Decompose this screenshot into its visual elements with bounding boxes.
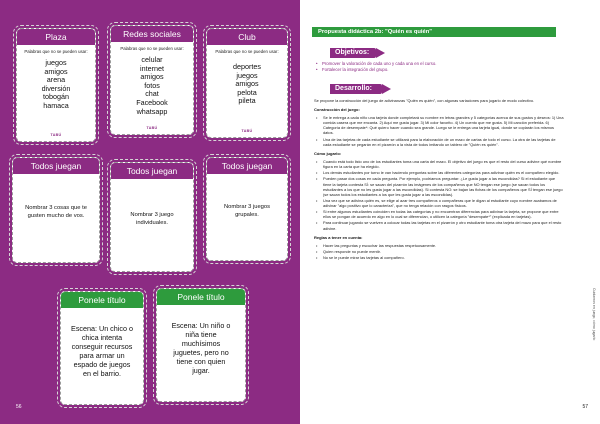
card-footer: TABÚ xyxy=(50,133,62,137)
forbidden-word: whatsapp xyxy=(136,106,168,116)
todos-juegan-card-1 xyxy=(12,157,100,263)
development-heading: Desarrollo: xyxy=(330,84,382,94)
construction-list xyxy=(314,115,564,147)
card-title: Plaza xyxy=(17,29,95,45)
tabu-card-plaza xyxy=(16,28,96,142)
forbidden-word: pileta xyxy=(238,96,256,106)
forbidden-word: diversión xyxy=(41,83,71,93)
page-number: 56 xyxy=(16,404,22,410)
card-title: Todos juegan xyxy=(207,158,287,174)
card-title: Redes sociales xyxy=(111,26,193,42)
forbidden-words-list xyxy=(17,59,95,111)
forbidden-words-list xyxy=(111,56,193,116)
howto-item: • Una vez que se adivina quién es, se elige al azar tres compañeros o compañeras que le digan al estudiante cuyo nombre acabamos de adivinar "algo positivo que lo caracteriza", que no tenga relación con rasgos físicos. xyxy=(314,198,564,208)
development-text xyxy=(314,98,564,262)
card-instruction: Nombrar 3 cosas que te gusten mucho de vos. xyxy=(25,205,87,219)
howto-item: • Si entre algunos estudiantes coinciden en todas las categorías y no encuentran diferencias para adivinar la tarjeta, se propone que entre ellos se pongan de acuerdo en algo en lo cual se diferencian, o utilicen la categoría "desempate*" (explicada en tarjetas). xyxy=(314,209,564,219)
card-subtitle: Palabras que no se pueden usar: xyxy=(215,49,279,54)
card-title: Ponele título xyxy=(157,289,245,305)
card-subtitle: Palabras que no se pueden usar: xyxy=(24,49,88,54)
rules-heading: Reglas a tener en cuenta: xyxy=(314,234,363,240)
objectives-heading: Objetivos: xyxy=(330,48,376,58)
forbidden-word: hamaca xyxy=(43,100,69,110)
card-title: Todos juegan xyxy=(13,158,99,174)
construction-item: • Se le entrega a cada niño una tarjeta donde completará su nombre en letras grandes y 5 categorías acerca de sus gustos y deseos: 1) Una comida casera que me encanta. 2) Aquí me gusta jugar. 3) Mi color favorito. 4) Un cuento que me gusta. 5) Mi canción preferida. 6) Categoría de desempate*: Qué quiero hacer cuando sea grande. Luego se le entrega una tarjeta igual, donde se copiarán los mismos datos. xyxy=(314,115,564,135)
objectives-list xyxy=(316,61,546,73)
howto-heading: Cómo jugarlo: xyxy=(314,150,342,156)
card-footer: TABÚ xyxy=(146,126,158,130)
section-side-label: Cuidarnos en juego, cómo jugarlo xyxy=(592,288,596,341)
card-title: Ponele título xyxy=(61,292,143,308)
card-title: Todos juegan xyxy=(111,163,193,179)
tabu-card-redes-sociales xyxy=(110,25,194,135)
forbidden-word: juegos xyxy=(45,58,67,67)
forbidden-word: chat xyxy=(145,89,159,99)
card-instruction: Nombrar 3 juego individuales. xyxy=(130,212,174,226)
objective-item: • Promover la valoración de cada uno y cada una en el curso. xyxy=(316,61,546,67)
forbidden-words-list xyxy=(207,63,287,106)
right-page xyxy=(300,0,600,424)
howto-list xyxy=(314,159,564,231)
forbidden-word: Facebook xyxy=(136,97,168,107)
ponele-titulo-card-1 xyxy=(60,291,144,405)
proposal-title: Propuesta didáctica 2b: "Quién es quién" xyxy=(312,27,556,37)
card-scene: Escena: Un niño o niña tiene muchísimos juguetes, pero no tiene con quien jugar. xyxy=(171,321,231,375)
card-title: Club xyxy=(207,29,287,45)
card-subtitle: Palabras que no se pueden usar: xyxy=(120,46,184,51)
todos-juegan-card-2 xyxy=(110,162,194,272)
construction-item: • Una de las tarjetas de cada estudiante se utilizará para la elaboración de un mazo de cartas de todo el curso. La otra de las tarjetas de cada estudiante se pegarán en el pizarrón a la vista de todos imitando un tablero de "Quién es quién". xyxy=(314,137,564,147)
card-footer: TABÚ xyxy=(241,129,253,133)
forbidden-word: internet xyxy=(140,63,164,73)
card-instruction: Nombrar 3 juegos grupales. xyxy=(223,204,271,218)
forbidden-word: amigos xyxy=(235,79,259,89)
forbidden-word: amigos xyxy=(140,72,164,82)
tabu-card-club xyxy=(206,28,288,138)
rule-item: • No se le puede mirar las tarjetas al compañero. xyxy=(314,255,564,260)
todos-juegan-card-3 xyxy=(206,157,288,261)
forbidden-word: fotos xyxy=(144,80,160,90)
objective-item: • Fortalecer la integración del grupo. xyxy=(316,67,546,73)
howto-item: • Para continuar jugando se vuelven a colocar todas las tarjetas en el pizarrón y otro estudiante toma otra tarjeta del mazo para que el resto adivine. xyxy=(314,220,564,230)
howto-item: • Cuando está todo listo uno de los estudiantes toma una carta del mazo. El objetivo del juego es que el resto del curso adivine qué nombre figura en la carta que ha elegido. xyxy=(314,159,564,169)
card-scene: Escena: Un chico o chica intenta conseguir recursos para armar un espado de juegos en el barrio. xyxy=(71,324,133,378)
forbidden-word: pelota xyxy=(237,87,257,97)
page-number: 57 xyxy=(582,404,588,410)
forbidden-word: celular xyxy=(141,55,163,64)
rule-item: • Quien responde no puede mentir. xyxy=(314,249,564,254)
intro-paragraph: Se propone la construcción del juego de adivinanzas "Quién es quién", con algunas variaciones para jugarlo de modo colectivo. xyxy=(314,98,535,103)
forbidden-word: arena xyxy=(46,75,66,85)
ponele-titulo-card-2 xyxy=(156,288,246,402)
forbidden-word: amigos xyxy=(44,66,68,76)
construction-heading: Construcción del juego: xyxy=(314,107,360,113)
forbidden-word: deportes xyxy=(233,62,261,71)
forbidden-word: juegos xyxy=(236,70,258,80)
rule-item: • Hacer las preguntas y escuchar las respuestas respetuosamente. xyxy=(314,243,564,248)
howto-item: • Los demás estudiantes por turno le van haciendo preguntas sobre las diferentes categorías para adivinar quién es el compañero elegido. xyxy=(314,170,564,175)
howto-item: • Pueden pasar dos cosas en cada pregunta. Por ejemplo, podríamos preguntar: ¿Le gusta jugar a las escondidas? Si el estudiante que tiene la tarjeta contesta SÍ: se sacan del pizarrón las imágenes de los compañeros que NO tengan ese juego (se sacan todos los estudiantes a los que no les gusta jugar a las escondidas). Si contesta NO: se bajan las fichas de los compañeros que SÍ tengan ese juego (se sacan todos los estudiantes a los que les gusta jugar a las escondidas). xyxy=(314,176,564,196)
rules-list xyxy=(314,243,564,260)
forbidden-word: tobogán xyxy=(43,92,69,102)
